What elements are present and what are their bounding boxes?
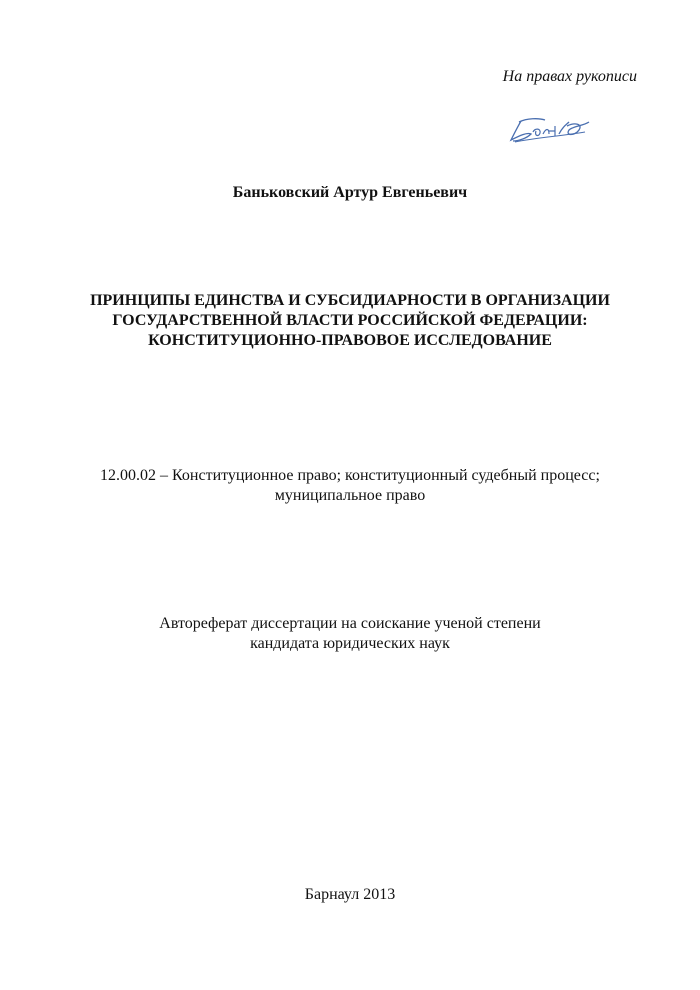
title-line: ПРИНЦИПЫ ЕДИНСТВА И СУБСИДИАРНОСТИ В ОРГАНИЗАЦИИ [90, 292, 610, 309]
dissertation-title [0, 291, 700, 351]
specialty-line: муниципальное право [274, 487, 426, 504]
specialty-line: 12.00.02 – Конституционное право; конституционный судебный процесс; [100, 467, 600, 484]
degree-statement [0, 614, 700, 654]
title-line: КОНСТИТУЦИОННО-ПРАВОВОЕ ИССЛЕДОВАНИЕ [148, 332, 552, 349]
title-line: ГОСУДАРСТВЕННОЙ ВЛАСТИ РОССИЙСКОЙ ФЕДЕРАЦИИ: [112, 312, 588, 329]
degree-line: Автореферат диссертации на соискание ученой степени [159, 615, 541, 632]
place-and-year: Барнаул 2013 [304, 886, 396, 903]
rights-note: На правах рукописи [502, 68, 637, 85]
degree-line: кандидата юридических наук [250, 635, 450, 652]
author-name: Баньковский Артур Евгеньевич [232, 184, 468, 201]
specialty-code [0, 466, 700, 506]
author-signature [505, 114, 595, 146]
